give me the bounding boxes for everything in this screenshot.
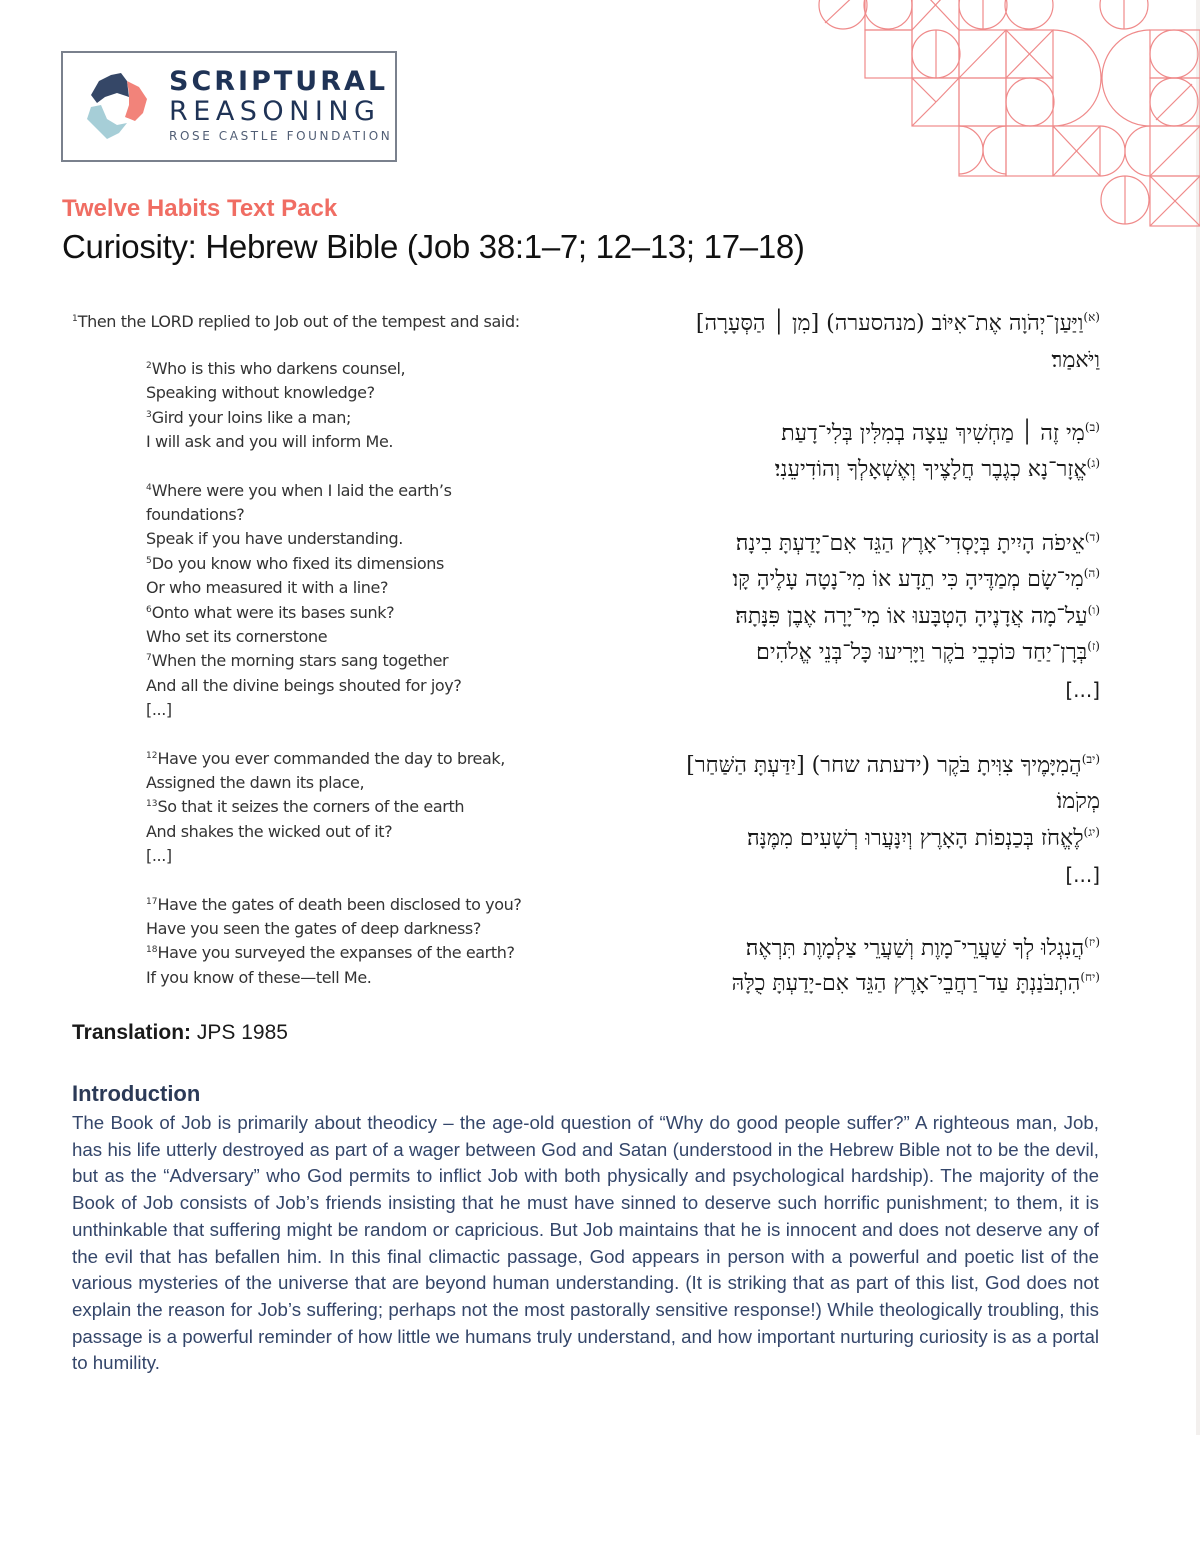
verse-number: (יב) — [1081, 752, 1100, 766]
verse-text: Who is this who darkens counsel, — [151, 359, 406, 378]
translation-credit — [72, 1021, 288, 1045]
verse-text: Assigned the dawn its place, — [146, 773, 365, 792]
hebrew-verse-line — [1057, 788, 1100, 814]
verse-text: מְקֹמוֹ׃ — [1056, 789, 1100, 814]
verse-number: (יח) — [1080, 970, 1100, 984]
verse-text: Gird your loins like a man; — [151, 408, 351, 427]
verse-text: מִי־שָׂם מְמַדֶּיהָ כִּי תֵדָע אוֹ מִי־נָטָה עָלֶיהָ קָּו׃ — [732, 567, 1084, 592]
verse-text: Then the LORD replied to Job out of the tempest and said: — [77, 312, 520, 331]
verse-text: I will ask and you will inform Me. — [146, 432, 394, 451]
introduction-heading: Introduction — [72, 1081, 201, 1106]
verse-number: (ג) — [1086, 456, 1100, 470]
verse-number: (יז) — [1084, 935, 1100, 949]
page-title: Curiosity: Hebrew Bible (Job 38:1–7; 12–13; 17–18) — [62, 228, 805, 265]
scriptural-reasoning-logo — [61, 51, 397, 162]
verse-number: (ו) — [1087, 603, 1100, 617]
hebrew-verse-line — [781, 420, 1100, 446]
translation-value: JPS 1985 — [191, 1021, 288, 1044]
verse-number: 17 — [146, 897, 158, 907]
omission-marker — [1065, 863, 1100, 887]
verse-text: לֶאֱחֹז בְּכַנְפוֹת הָאָרֶץ וְיִנָּעֲרוּ רְשָׁעִים מִמֶּנָּה׃ — [747, 826, 1084, 851]
verse-text: הֲנִגְלוּ לְךָ שַׁעֲרֵי־מָוֶת וְשַׁעֲרֵי צַלְמָוֶת תִּרְאֶה׃ — [745, 936, 1085, 961]
hebrew-verse-line — [756, 639, 1100, 665]
verse-text: Onto what were its bases sunk? — [151, 603, 395, 622]
verse-text: Do you know who fixed its dimensions — [151, 554, 444, 573]
verse-text: בְּרָן־יַחַד כּוֹכְבֵי בֹקֶר וַיָּרִיעוּ כָּל־בְּנֵי אֱלֹהִים׃ — [756, 640, 1088, 665]
verse-text: עַל־מָה אֲדָנֶיהָ הָטְבָּעוּ אוֹ מִי־יָרָה אֶבֶן פִּנָּתָהּ׃ — [735, 604, 1088, 629]
verse-number: 4 — [146, 483, 152, 493]
verse-line — [146, 505, 244, 524]
verse-number: 7 — [146, 653, 152, 663]
verse-text: [...] — [1065, 863, 1100, 887]
verse-line — [146, 773, 364, 792]
verse-text: Speak if you have understanding. — [146, 529, 403, 548]
verse-number: 2 — [146, 361, 152, 371]
verse-text: [...] — [1065, 678, 1100, 702]
verse-text: מִי זֶה ׀ מַחְשִׁיךְ עֵצָה בְמִלִּין בְּלִי־דָעַת׃ — [781, 421, 1085, 446]
hebrew-verse-line — [775, 456, 1100, 482]
verse-line — [146, 749, 505, 768]
verse-number: (א) — [1083, 310, 1100, 324]
verse-line — [146, 359, 405, 378]
verse-line — [146, 822, 392, 841]
logo-line-2: REASONING — [169, 96, 381, 127]
verse-text: וַיֹּאמַר׃ — [1051, 348, 1100, 373]
translation-label: Translation: — [72, 1021, 192, 1044]
logo-star-icon — [77, 67, 157, 147]
verse-text: Have you ever commanded the day to break, — [157, 749, 505, 768]
verse-number: 3 — [146, 410, 152, 420]
verse-number: (ב) — [1084, 420, 1100, 434]
verse-text: Speaking without knowledge? — [146, 383, 375, 402]
verse-text: Who set its cornerstone — [146, 627, 328, 646]
verse-text: And all the divine beings shouted for joy? — [146, 676, 462, 695]
introduction-paragraph: The Book of Job is primarily about theodicy – the age-old question of “Why do good people suffer?” A righteous man, Job, has his life utterly destroyed as part of a wager between God and Satan (understood in the Hebrew Bible not to be the devil, but as the “Adversary” who God permits to inflict Job with both physically and psychological hardship). The majority of the Book of Job consists of Job’s friends insisting that he must have sinned to deserve such horrific punishment; to them, it is unthinkable that suffering might be random or capricious. But Job maintains that he is innocent and does not deserve any of the evil that has befallen him. In this final climactic passage, God appears in person with a powerful and poetic list of the various mysteries of the universe that are beyond human understanding. (It is striking that as part of this list, God does not explain the reason for Job’s suffering; perhaps not the most pastorally sensitive response!) While theologically troubling, this passage is a powerful reminder of how little we humans truly understand, and how important nurturing curiosity is as a portal to humility. — [72, 1112, 1099, 1374]
verse-line — [146, 968, 371, 987]
verse-text: Have you surveyed the expanses of the earth? — [157, 943, 515, 962]
logo-line-3: ROSE CASTLE FOUNDATION — [169, 129, 393, 143]
verse-number: 13 — [146, 799, 158, 809]
verse-text: When the morning stars sang together — [151, 651, 449, 670]
verse-number: 5 — [146, 556, 152, 566]
hebrew-verse-line — [747, 825, 1100, 851]
verse-line — [146, 383, 375, 402]
hebrew-verse-line — [732, 970, 1100, 996]
hebrew-verse-line — [732, 566, 1100, 592]
verse-text: Where were you when I laid the earth’s — [151, 481, 452, 500]
verse-text: foundations? — [146, 505, 245, 524]
text-pack-kicker: Twelve Habits Text Pack — [62, 195, 338, 222]
verse-text: Have the gates of death been disclosed to you? — [157, 895, 522, 914]
hebrew-verse-line — [746, 935, 1100, 961]
hebrew-verse-line — [736, 530, 1100, 556]
verse-text: וַיַּעַן־יְהֹוָה אֶת־אִיּוֹב (מנהסערה) [מִן ׀ הַסְּעָרָה] — [695, 311, 1084, 336]
verse-line — [146, 529, 403, 548]
verse-text: Have you seen the gates of deep darkness? — [146, 919, 481, 938]
omission-marker — [1065, 678, 1100, 702]
hebrew-verse-line — [686, 752, 1100, 778]
verse-line — [146, 432, 393, 451]
verse-number: 12 — [146, 751, 158, 761]
verse-line — [146, 408, 351, 427]
verse-line — [146, 603, 394, 622]
hebrew-verse-line — [1052, 347, 1100, 373]
verse-line — [146, 676, 461, 695]
verse-text: אֵיפֹה הָיִיתָ בְּיָסְדִי־אָרֶץ הַגֵּד אִם־יָדַעְתָּ בִינָה׃ — [735, 531, 1085, 556]
verse-text: And shakes the wicked out of it? — [146, 822, 393, 841]
verse-text: Or who measured it with a line? — [146, 578, 389, 597]
verse-number: (ד) — [1084, 530, 1100, 544]
verse-line — [146, 578, 388, 597]
verse-line — [146, 943, 515, 962]
verse-line — [146, 627, 327, 646]
verse-line — [146, 651, 448, 670]
verse-line — [146, 481, 452, 500]
verse-line — [146, 797, 464, 816]
verse-number: (ז) — [1087, 639, 1100, 653]
omission-marker — [146, 846, 172, 865]
verse-text: [...] — [146, 700, 172, 719]
verse-number: 1 — [72, 314, 78, 324]
verse-text: So that it seizes the corners of the earth — [157, 797, 465, 816]
geometric-pattern-decoration — [810, 0, 1200, 230]
verse-text: אֱזָר־נָא כְגֶבֶר חֲלָצֶיךָ וְאֶשְׁאָלְךָ וְהוֹדִיעֵנִי׃ — [774, 457, 1087, 482]
verse-number: (ה) — [1083, 566, 1100, 580]
hebrew-verse-line — [735, 603, 1100, 629]
verse-line — [146, 919, 481, 938]
logo-line-1: SCRIPTURAL — [169, 66, 389, 97]
verse-text: הִתְבֹּנַנְתָּ עַד־רַחֲבֵי־אָרֶץ הַגֵּד אִם-יָדַעְתָּ כֻלָּהּ — [731, 971, 1081, 996]
omission-marker — [146, 700, 172, 719]
verse-number: 18 — [146, 945, 158, 955]
verse-number: (יג) — [1083, 825, 1100, 839]
verse-number: 6 — [146, 605, 152, 615]
verse-text: [...] — [146, 846, 172, 865]
verse-line — [146, 895, 521, 914]
verse-line — [146, 554, 444, 573]
hebrew-verse-line — [696, 310, 1100, 336]
verse-text: If you know of these—tell Me. — [146, 968, 372, 987]
verse-text: הֲמִיָּמֶיךָ צִוִּיתָ בֹּקֶר (ידעתה שחר) [יִדַּעְתָּ הַשַּׁחַר] — [686, 753, 1082, 778]
verse-line — [72, 312, 520, 331]
